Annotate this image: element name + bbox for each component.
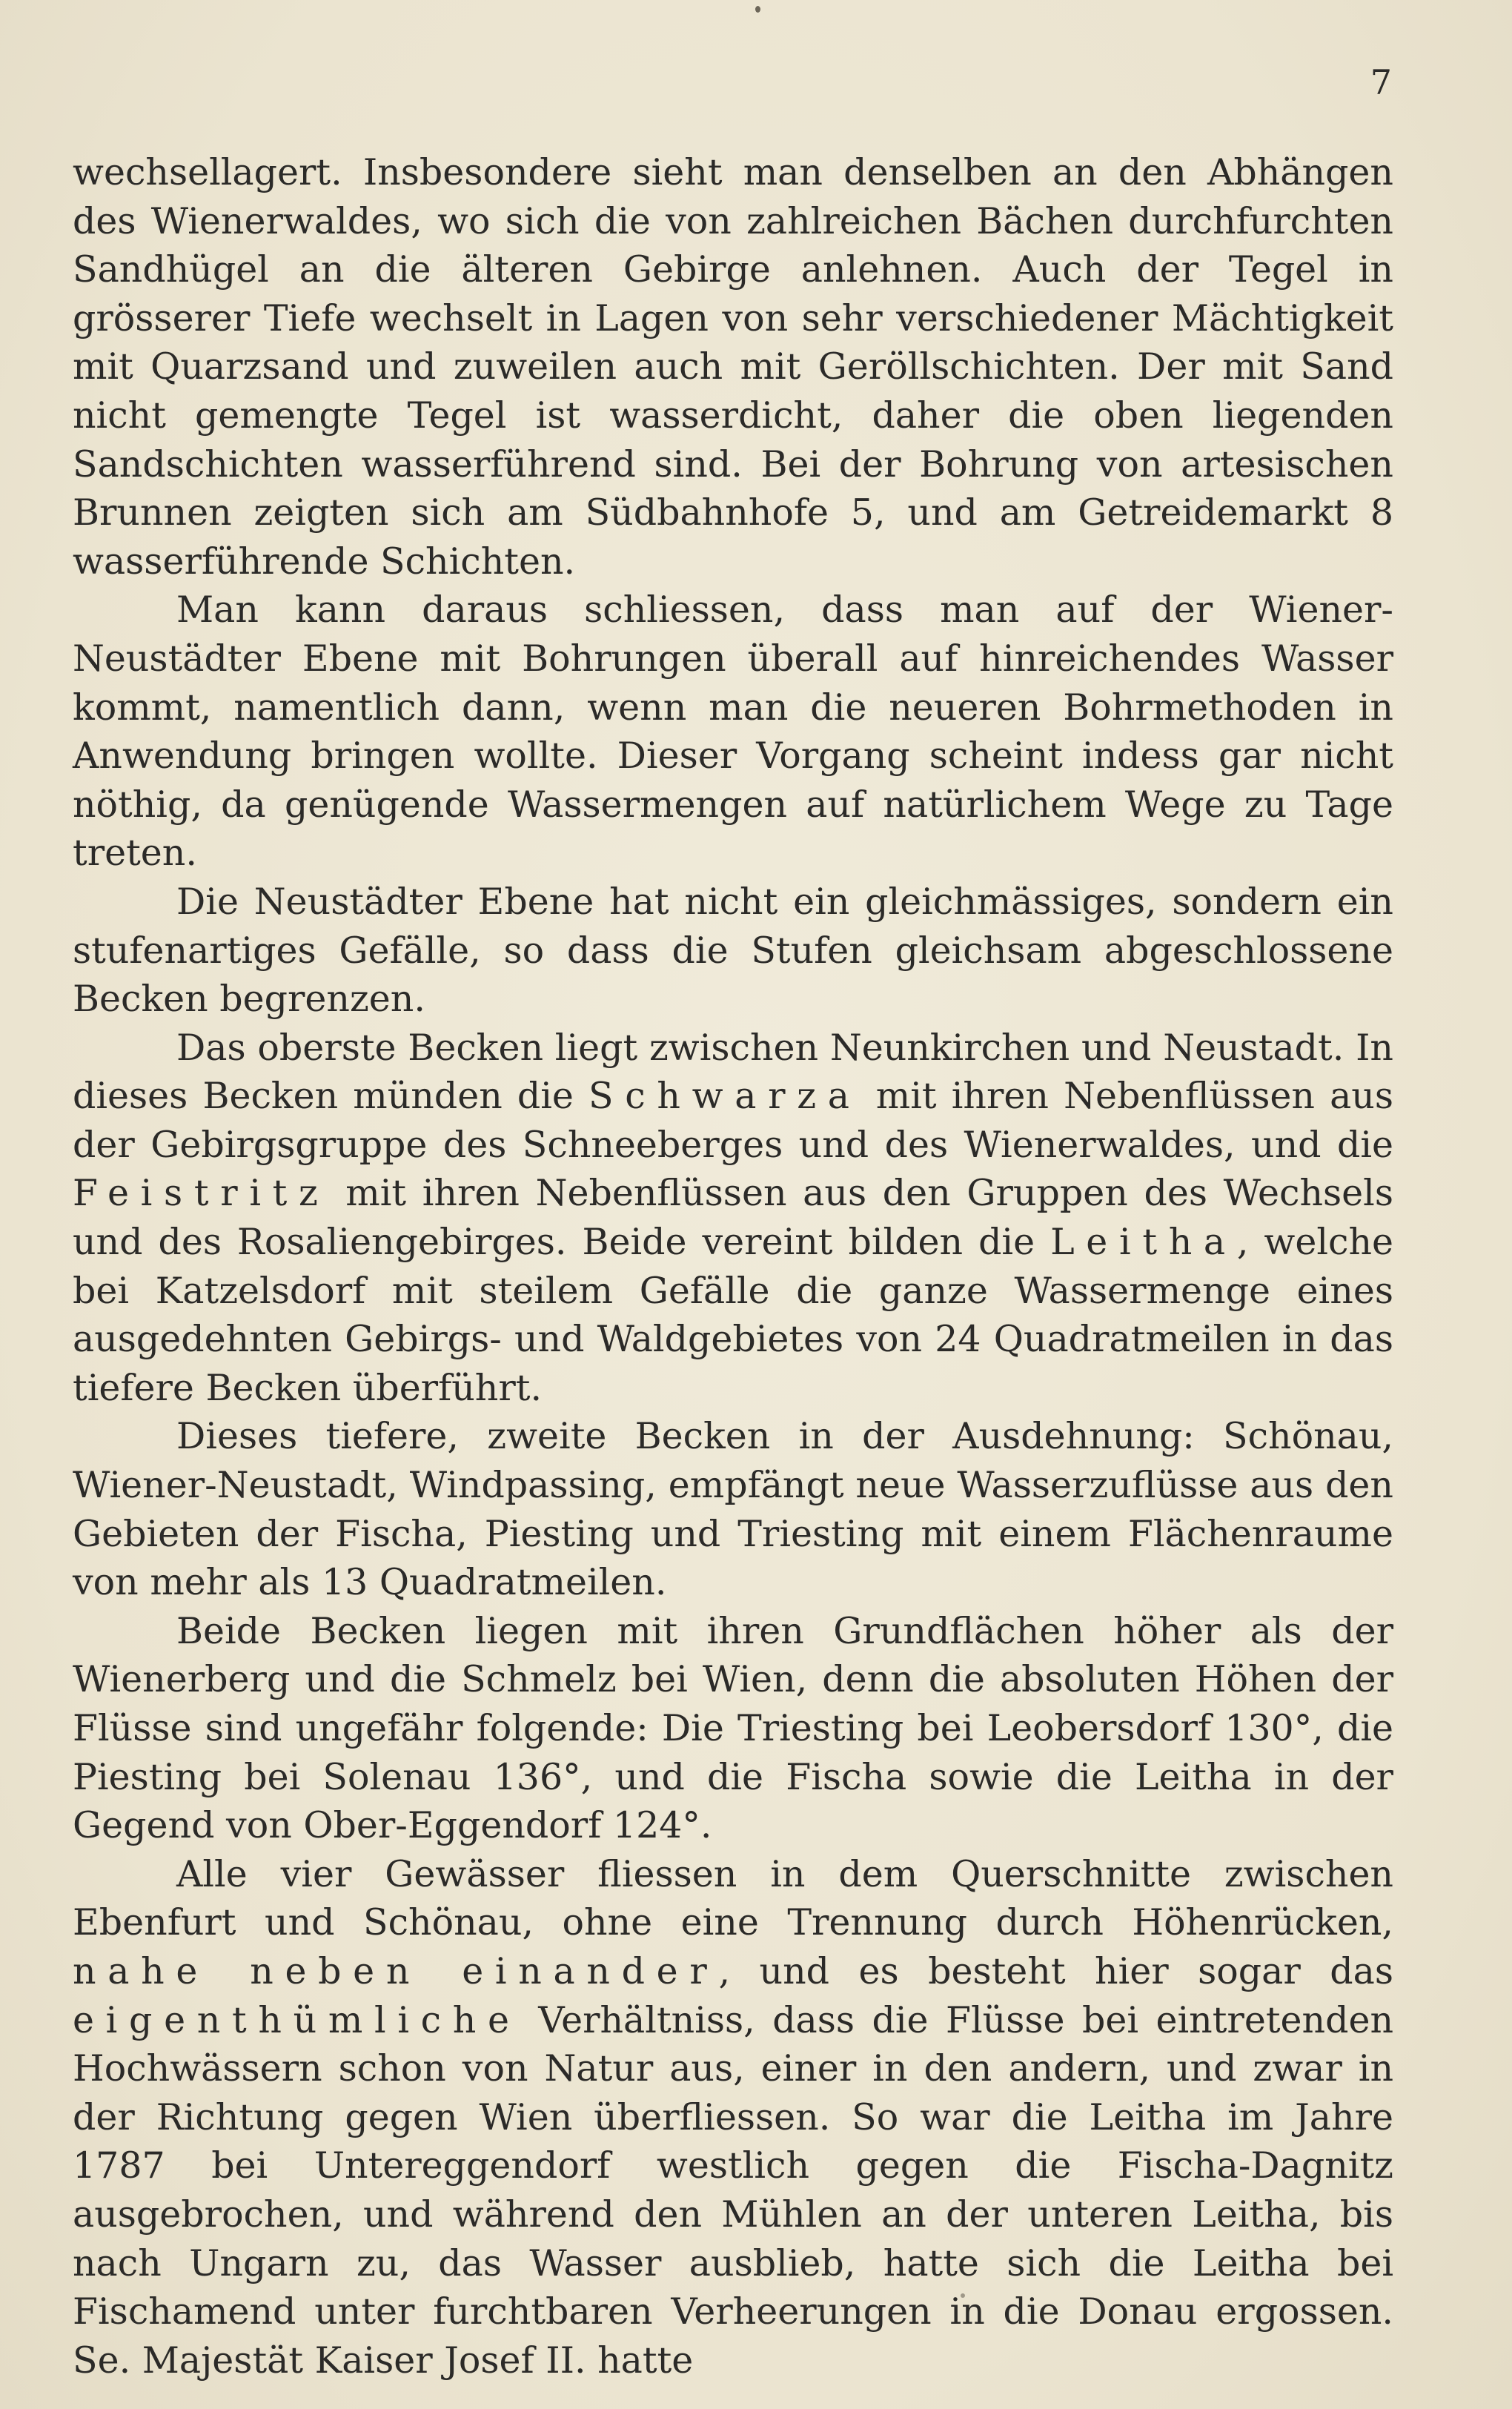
- river-name-leitha: Leitha: [1050, 1221, 1237, 1264]
- paragraph-text: Die Neustädter Ebene hat nicht ein gleichmässiges, sondern ein stufenartiges Gefälle, so dass die Stufen gleichsam abgeschlossene Becken begrenzen.: [73, 880, 1393, 1021]
- paragraph-text: mit ihren Nebenflüssen aus den Gruppen des Wechsels und des Rosaliengebirges. Beide vereint bilden die: [73, 1172, 1393, 1264]
- paragraph-6: [73, 1607, 1393, 1850]
- paragraph-text: Alle vier Gewässer fliessen in dem Querschnitte zwischen Ebenfurt und Schönau, ohne eine Trennung durch Höhenrücken,: [73, 1852, 1393, 1944]
- paragraph-text: Verhältniss, dass die Flüsse bei eintretenden Hochwässern schon von Natur aus, einer in den andern, und zwar in der Richtung gegen Wien überfliessen. So war die Leitha im Jahre 1787 bei Untereggendorf westlich gegen die Fischa-Dagnitz ausgebrochen, und während den Mühlen an der unteren Leitha, bis nach Ungarn zu, das Wasser ausblieb, hatte sich die Leitha bei Fischamend unter furchtbaren Verheerungen in die Donau ergossen. Se. Majestät Kaiser Josef II. hatte: [73, 1998, 1393, 2382]
- page-number: 7: [1370, 62, 1392, 102]
- paragraph-text: , welche bei Katzelsdorf mit steilem Gefälle die ganze Wassermenge eines ausgedehnten Gebirgs- und Waldgebietes von 24 Quadratmeilen in das tiefere Becken überführt.: [73, 1221, 1393, 1409]
- emphasis-nahe-neben-einander: nahe neben einander: [73, 1949, 719, 1992]
- paragraph-text: Man kann daraus schliessen, dass man auf der Wiener-Neustädter Ebene mit Bohrungen überall auf hinreichendes Wasser kommt, namentlich dann, wenn man die neueren Bohrmethoden in Anwendung bringen wollte. Dieser Vorgang scheint indess gar nicht nöthig, da genügende Wassermengen auf natürlichem Wege zu Tage treten.: [73, 589, 1393, 875]
- paragraph-7: [73, 1850, 1393, 2385]
- paragraph-text: Beide Becken liegen mit ihren Grundflächen höher als der Wienerberg und die Schmelz bei Wien, denn die absoluten Höhen der Flüsse sind ungefähr folgende: Die Triesting bei Leobersdorf 130°, die Piesting bei Solenau 136°, und die Fischa sowie die Leitha in der Gegend von Ober-Eggendorf 124°.: [73, 1609, 1393, 1847]
- emphasis-eigenthuemliche: eigenthümliche: [73, 1998, 521, 2041]
- body-text: [73, 148, 1393, 2385]
- paragraph-text: , und es besteht hier sogar das: [718, 1949, 1393, 1992]
- river-name-feistritz: Feistritz: [73, 1172, 330, 1215]
- paragraph-text: Dieses tiefere, zweite Becken in der Ausdehnung: Schönau, Wiener-Neustadt, Windpassing, empfängt neue Wasserzuflüsse aus den Gebieten der Fischa, Piesting und Triesting mit einem Flächenraume von mehr als 13 Quadratmeilen.: [73, 1415, 1393, 1604]
- paragraph-4: [73, 1024, 1393, 1413]
- paragraph-3: [73, 878, 1393, 1024]
- paragraph-text: mit ihren Nebenflüssen aus der Gebirgsgruppe des Schneeberges und des Wienerwaldes, und die: [73, 1075, 1393, 1166]
- paragraph-1: [73, 148, 1393, 586]
- ink-speck: [755, 6, 760, 13]
- river-name-schwarza: Schwarza: [588, 1075, 861, 1118]
- paragraph-text: Das oberste Becken liegt zwischen Neunkirchen und Neustadt. In dieses Becken münden die: [73, 1026, 1393, 1118]
- paragraph-2: [73, 586, 1393, 878]
- paragraph-5: [73, 1412, 1393, 1606]
- paragraph-text: wechsellagert. Insbesondere sieht man denselben an den Abhängen des Wienerwaldes, wo sich die von zahlreichen Bächen durchfurchten Sandhügel an die älteren Gebirge anlehnen. Auch der Tegel in grösserer Tiefe wechselt in Lagen von sehr verschiedener Mächtigkeit mit Quarzsand und zuweilen auch mit Geröllschichten. Der mit Sand nicht gemengte Tegel ist wasserdicht, daher die oben liegenden Sandschichten wasserführend sind. Bei der Bohrung von artesischen Brunnen zeigten sich am Südbahnhofe 5, und am Getreidemarkt 8 wasserführende Schichten.: [73, 151, 1393, 583]
